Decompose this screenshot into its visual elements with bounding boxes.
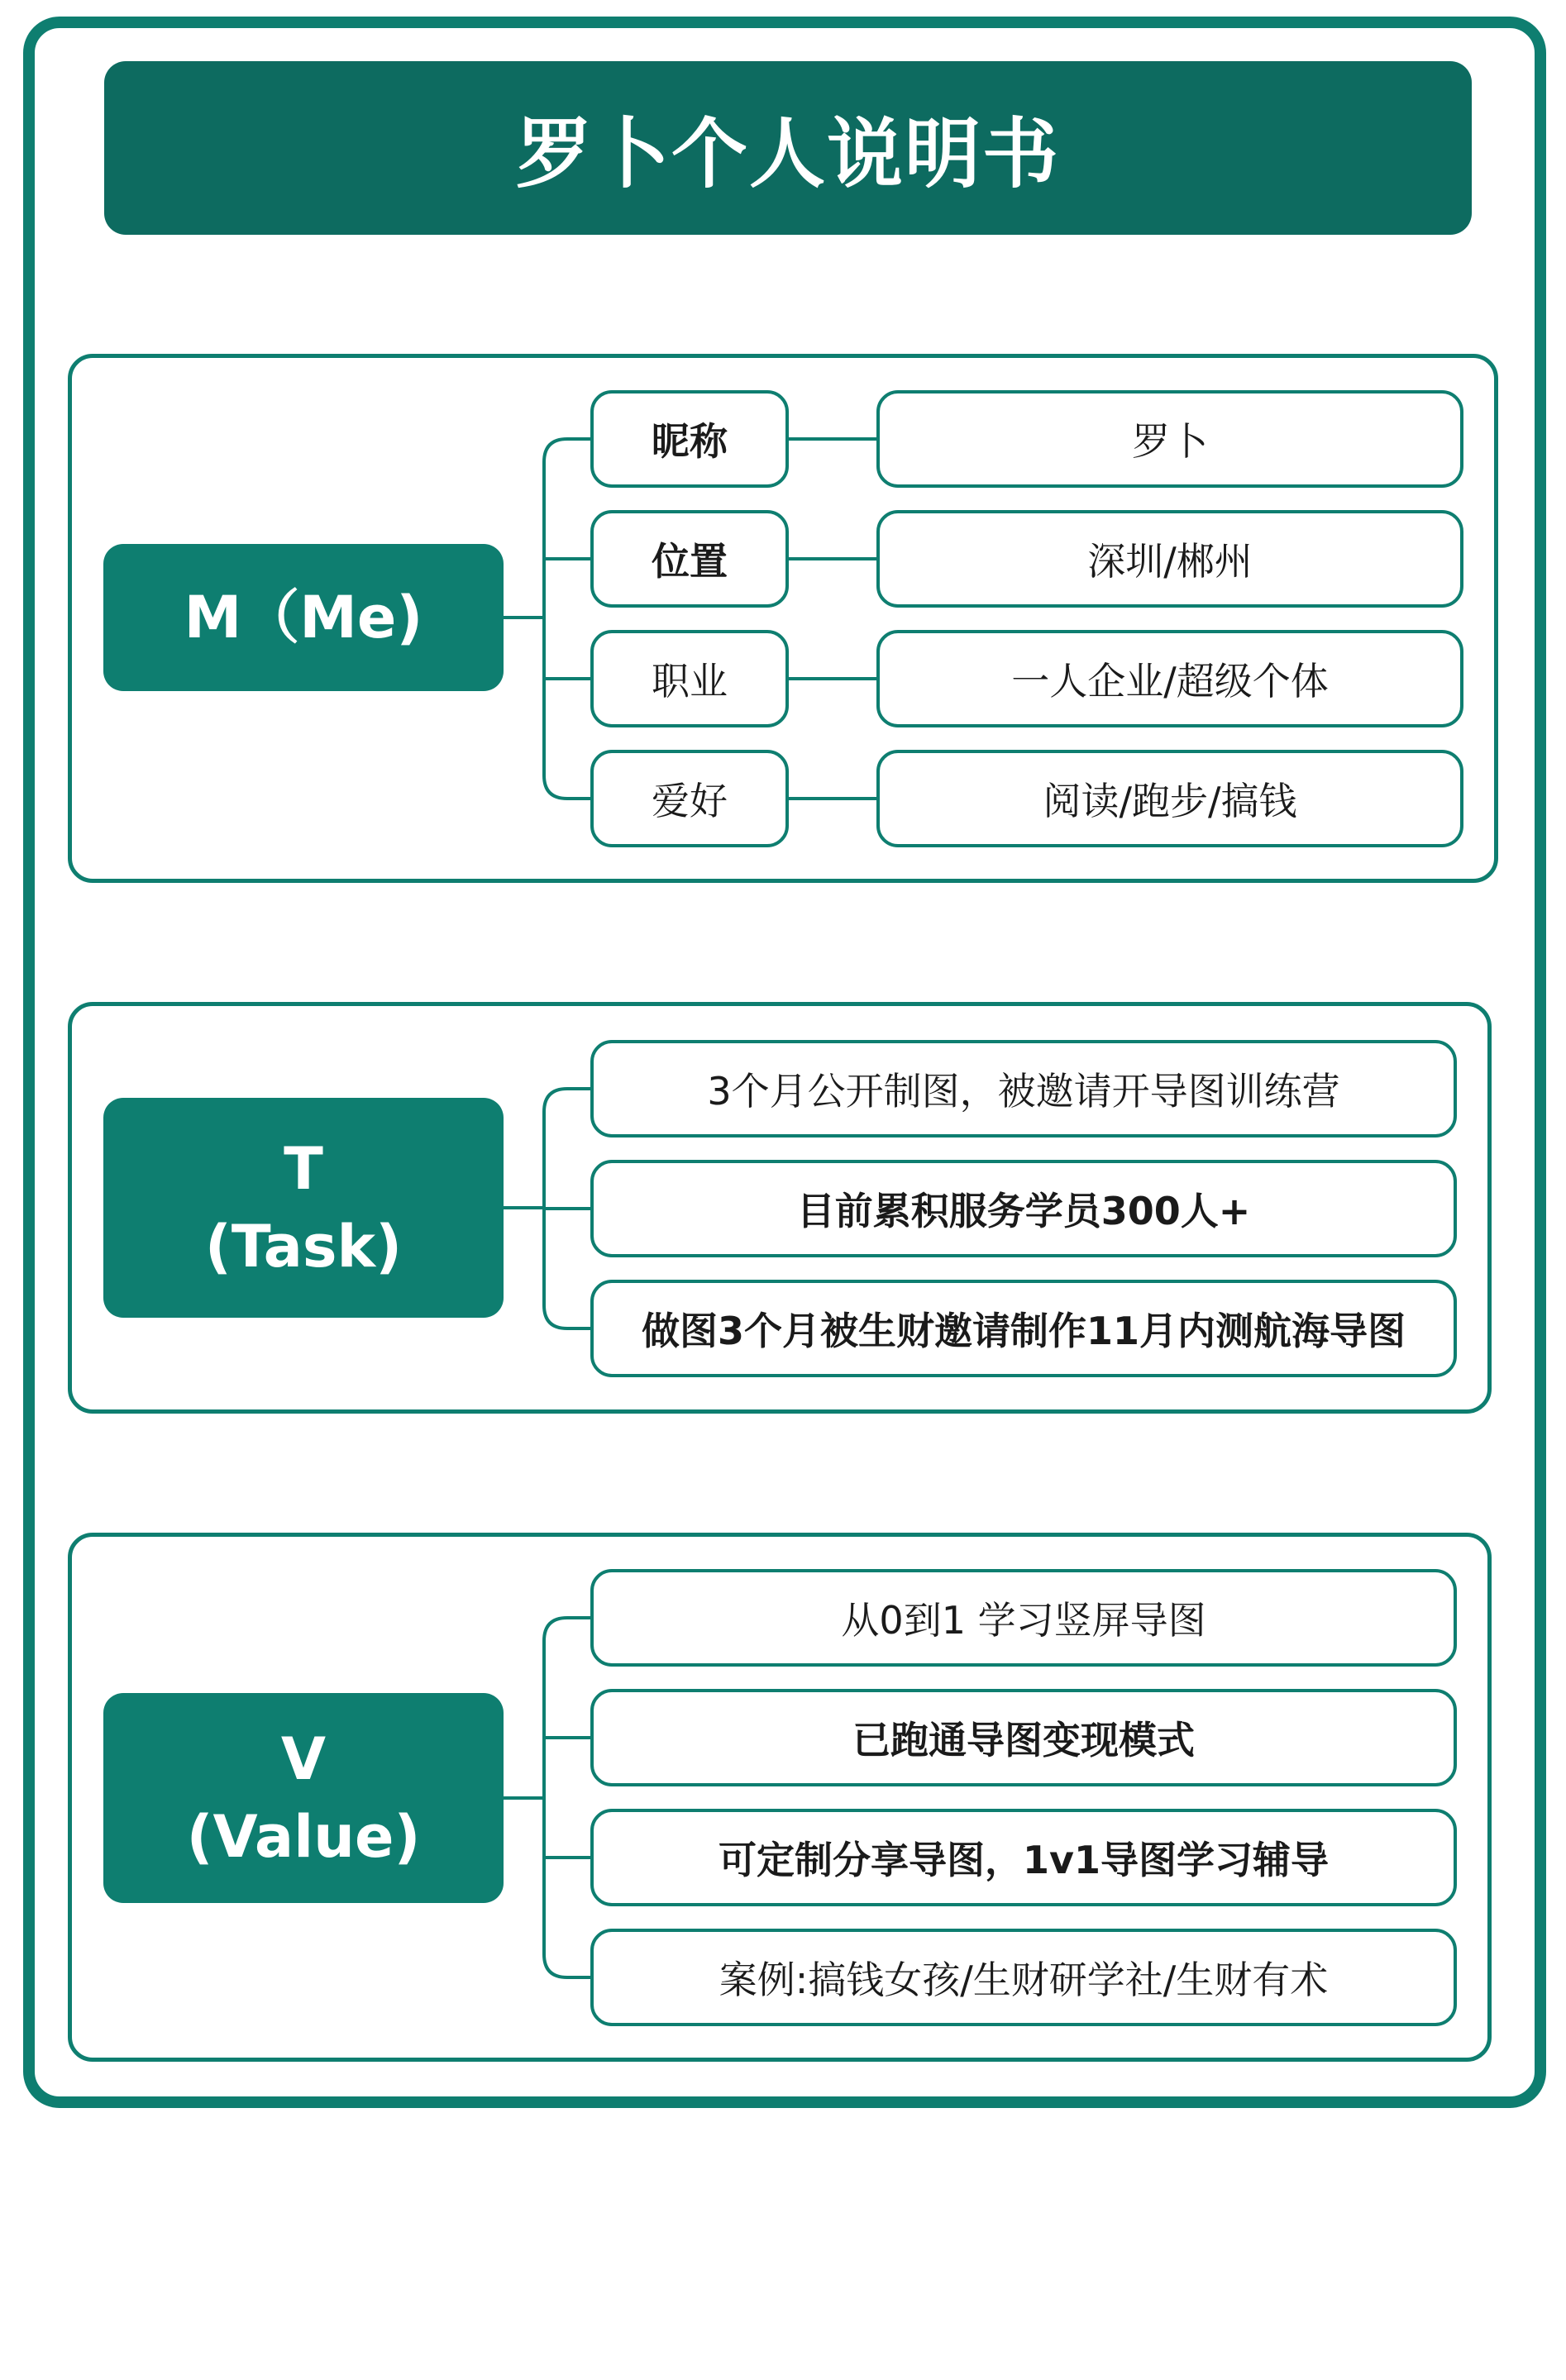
key-occupation: 职业: [590, 630, 789, 727]
hub-me-label: M（Me): [184, 583, 423, 651]
hub-value-line2: (Value): [186, 1803, 421, 1871]
key-hobby: 爱好: [590, 750, 789, 847]
hub-value: [103, 1693, 504, 1903]
hub-task-line2: (Task): [204, 1213, 403, 1281]
value-item-4: 案例:搞钱女孩/生财研学社/生财有术: [590, 1929, 1457, 2026]
title-banner: [104, 61, 1472, 235]
task-item-1: 3个月公开制图，被邀请开导图训练营: [590, 1040, 1457, 1138]
task-item-2: 目前累积服务学员300人+: [590, 1160, 1457, 1257]
value-item-2: 已跑通导图变现模式: [590, 1689, 1457, 1786]
value-item-3: 可定制分享导图，1v1导图学习辅导: [590, 1809, 1457, 1906]
key-location: 位置: [590, 510, 789, 608]
hub-value-line1: V: [280, 1724, 327, 1793]
task-item-3: 做图3个月被生财邀请制作11月内测航海导图: [590, 1280, 1457, 1377]
key-nickname: 昵称: [590, 390, 789, 488]
hub-task-line1: T: [284, 1134, 323, 1203]
value-occupation: 一人企业/超级个体: [876, 630, 1463, 727]
page-title: 罗卜个人说明书: [515, 110, 1060, 198]
hub-me: [103, 544, 504, 691]
value-location: 深圳/郴州: [876, 510, 1463, 608]
value-hobby: 阅读/跑步/搞钱: [876, 750, 1463, 847]
hub-task: [103, 1098, 504, 1318]
value-nickname: 罗卜: [876, 390, 1463, 488]
value-item-1: 从0到1 学习竖屏导图: [590, 1569, 1457, 1667]
